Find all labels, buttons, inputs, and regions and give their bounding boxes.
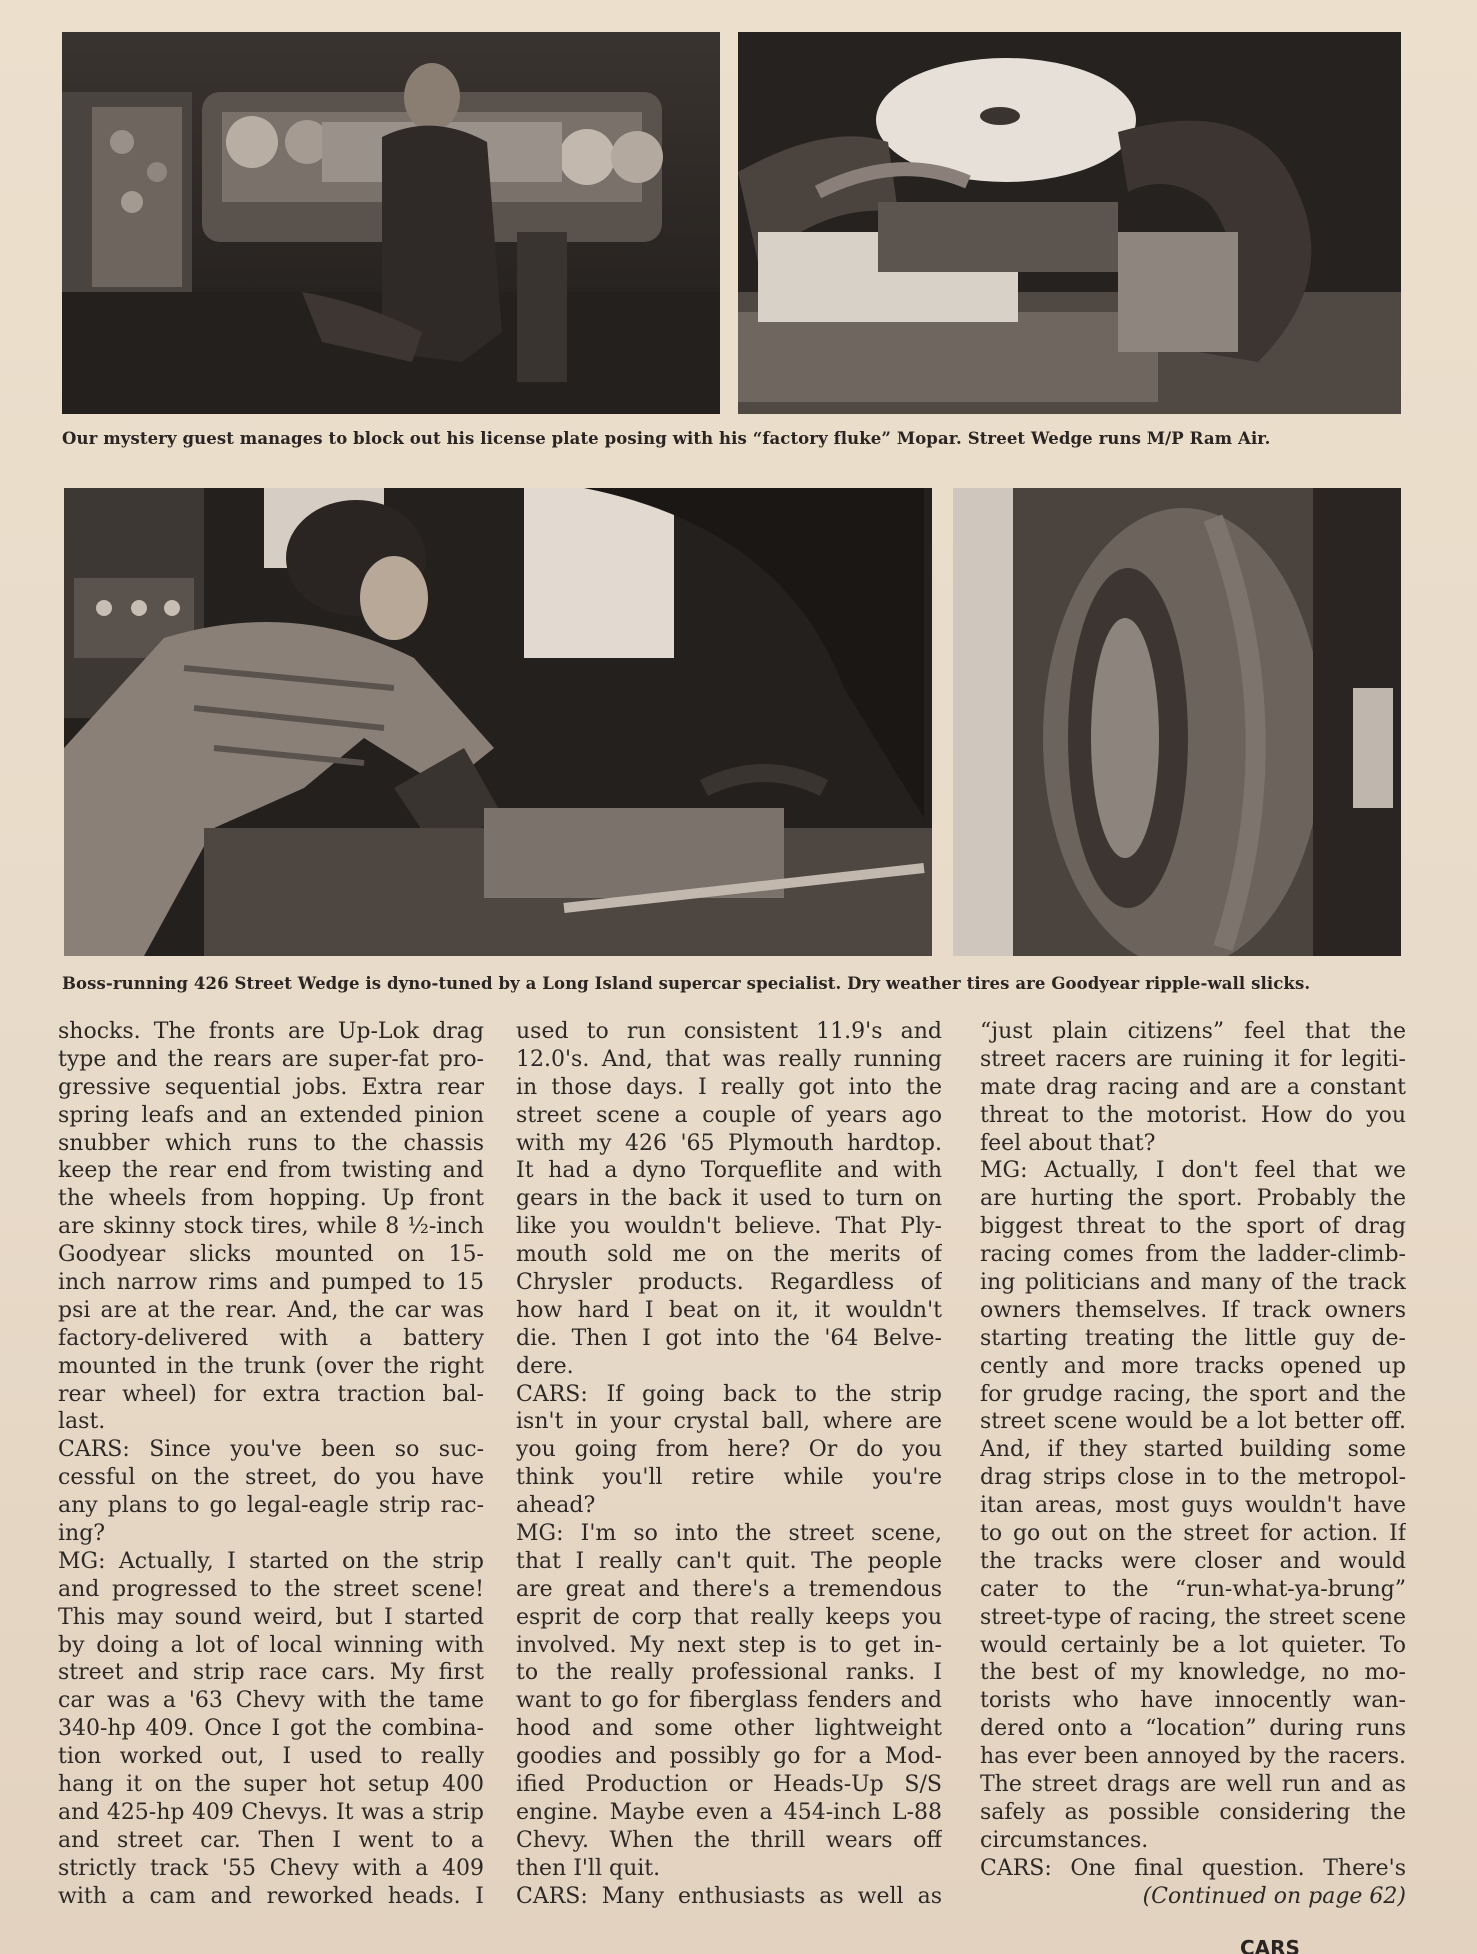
text-line: CARS: One final question. There's [980,1855,1406,1881]
text-line: rear wheel) for extra traction bal- [58,1381,484,1407]
text-line: with my 426 '65 Plymouth hardtop. [516,1130,942,1156]
text-line: last. [58,1409,106,1435]
text-line: Chevy. When the thrill wears off [516,1827,942,1853]
text-line: biggest threat to the sport of drag [980,1214,1406,1240]
article-column-2 [516,1018,942,1911]
text-line: any plans to go legal-eagle strip rac- [58,1493,484,1519]
text-line: the tracks were closer and would [980,1548,1406,1574]
text-line: feel about that? [980,1130,1156,1156]
text-line: cessful on the street, do you have [58,1465,484,1491]
text-line: are great and there's a tremendous [516,1576,942,1602]
text-line: like you wouldn't believe. That Ply- [516,1214,942,1240]
text-line: for grudge racing, the sport and the [980,1381,1406,1407]
text-line: ing politicians and many of the track [980,1270,1406,1296]
text-line: car was a '63 Chevy with the tame [58,1688,484,1714]
text-line: The street drags are well run and as [980,1772,1406,1798]
text-line: This may sound weird, but I started [58,1604,484,1630]
text-line: ified Production or Heads-Up S/S [516,1772,942,1798]
text-line: would certainly be a lot quieter. To [980,1632,1406,1658]
text-line: cently and more tracks opened up [980,1353,1406,1379]
text-line: strictly track '55 Chevy with a 409 [58,1855,484,1881]
text-line: want to go for fiberglass fenders and [516,1688,942,1714]
article-column-1 [58,1018,484,1911]
text-line: street scene would be a lot better off. [980,1409,1406,1435]
text-line: involved. My next step is to get in- [516,1632,942,1658]
text-line: mate drag racing and are a constant [980,1074,1406,1100]
text-line: It had a dyno Torqueflite and with [516,1158,942,1184]
text-line: how hard I beat on it, it wouldn't [516,1297,942,1323]
text-line: starting treating the little guy de- [980,1325,1406,1351]
text-line: engine. Maybe even a 454-inch L-88 [516,1799,942,1825]
text-line: that I really can't quit. The people [516,1548,942,1574]
text-line: itan areas, most guys wouldn't have [980,1493,1406,1519]
text-line: die. Then I got into the '64 Belve- [516,1325,942,1351]
text-line: goodies and possibly go for a Mod- [516,1744,942,1770]
text-line: street racers are ruining it for legiti- [980,1046,1406,1072]
text-line: CARS: Many enthusiasts as well as [516,1883,942,1909]
text-line: threat to the motorist. How do you [980,1102,1406,1128]
text-line: mouth sold me on the merits of [516,1242,942,1268]
text-line: psi are at the rear. And, the car was [58,1297,484,1323]
text-line: and 425-hp 409 Chevys. It was a strip [58,1799,484,1825]
text-line: 12.0's. And, that was really running [516,1046,942,1072]
text-line: dere. [516,1353,574,1379]
text-line: used to run consistent 11.9's and [516,1019,942,1044]
text-line: are skinny stock tires, while 8 ½-inch [58,1214,484,1240]
text-line: spring leafs and an extended pinion [58,1102,484,1128]
text-line: dered onto a “location” during runs [980,1716,1406,1742]
text-line: with a cam and reworked heads. I [58,1883,484,1909]
caption-middle: Boss-running 426 Street Wedge is dyno-tuned by a Long Island supercar specialist. Dry weather tires are Goodyear ripple-wall slicks. [62,974,1311,993]
text-line: and progressed to the street scene! [58,1576,484,1602]
page-footer-magazine-name: CARS [1240,1936,1300,1954]
text-line: gears in the back it used to turn on [516,1186,942,1212]
text-line: in those days. I really got into the [516,1074,942,1100]
text-line: street-type of racing, the street scene [980,1604,1406,1630]
text-line: has ever been annoyed by the racers. [980,1744,1406,1770]
text-line: mounted in the trunk (over the right [58,1353,484,1379]
text-line: type and the rears are super-fat pro- [58,1046,484,1072]
text-line: and street car. Then I went to a [58,1827,484,1853]
text-line: then I'll quit. [516,1855,661,1881]
text-line: keep the rear end from twisting and [58,1158,484,1184]
photo-slick-tire [953,488,1401,956]
text-line: to go out on the street for action. If [980,1521,1406,1547]
text-line: MG: Actually, I don't feel that we [980,1158,1406,1184]
text-line: snubber which runs to the chassis [58,1130,484,1156]
text-line: MG: Actually, I started on the strip [58,1548,484,1574]
text-line: torists who have innocently wan- [980,1688,1406,1714]
article-column-3 [980,1018,1406,1911]
text-line: think you'll retire while you're [516,1465,942,1491]
text-line: ahead? [516,1493,596,1519]
text-line: factory-delivered with a battery [58,1325,484,1351]
text-line: CARS: If going back to the strip [516,1381,942,1407]
text-line: the best of my knowledge, no mo- [980,1660,1406,1686]
text-line: isn't in your crystal ball, where are [516,1409,942,1435]
text-line: drag strips close in to the metropol- [980,1465,1406,1491]
text-line: safely as possible considering the [980,1799,1406,1825]
continued-note: (Continued on page 62) [1142,1883,1406,1909]
text-line: hang it on the super hot setup 400 [58,1772,484,1798]
photo-mechanic-tuning [64,488,932,956]
text-line: racing comes from the ladder-climb- [980,1242,1406,1268]
text-line: the wheels from hopping. Up front [58,1186,484,1212]
text-line: street and strip race cars. My first [58,1660,484,1686]
text-line: to the really professional ranks. I [516,1660,942,1686]
caption-top: Our mystery guest manages to block out his license plate posing with his “factory fluke” Mopar. Street Wedge runs M/P Ram Air. [62,429,1271,448]
text-line: Goodyear slicks mounted on 15- [58,1242,484,1268]
text-line: are hurting the sport. Probably the [980,1186,1406,1212]
text-line: by doing a lot of local winning with [58,1632,484,1658]
text-line: Chrysler products. Regardless of [516,1270,942,1296]
text-line: 340-hp 409. Once I got the combina- [58,1716,484,1742]
text-line: esprit de corp that really keeps you [516,1604,942,1630]
text-line: ing? [58,1521,106,1547]
text-line: inch narrow rims and pumped to 15 [58,1270,484,1296]
text-line: tion worked out, I used to really [58,1744,484,1770]
text-line: hood and some other lightweight [516,1716,942,1742]
text-line: And, if they started building some [980,1437,1406,1463]
text-line: cater to the “run-what-ya-brung” [980,1576,1406,1602]
text-line: owners themselves. If track owners [980,1297,1406,1323]
photo-engine-ram-air [738,32,1401,414]
text-line: CARS: Since you've been so suc- [58,1437,484,1463]
text-line: you going from here? Or do you [516,1437,942,1463]
text-line: gressive sequential jobs. Extra rear [58,1074,484,1100]
text-line: circumstances. [980,1827,1149,1853]
text-line: MG: I'm so into the street scene, [516,1521,942,1547]
text-line: street scene a couple of years ago [516,1102,942,1128]
photo-man-with-car [62,32,720,414]
text-line: “just plain citizens” feel that the [980,1019,1406,1044]
text-line: shocks. The fronts are Up-Lok drag [58,1019,484,1044]
